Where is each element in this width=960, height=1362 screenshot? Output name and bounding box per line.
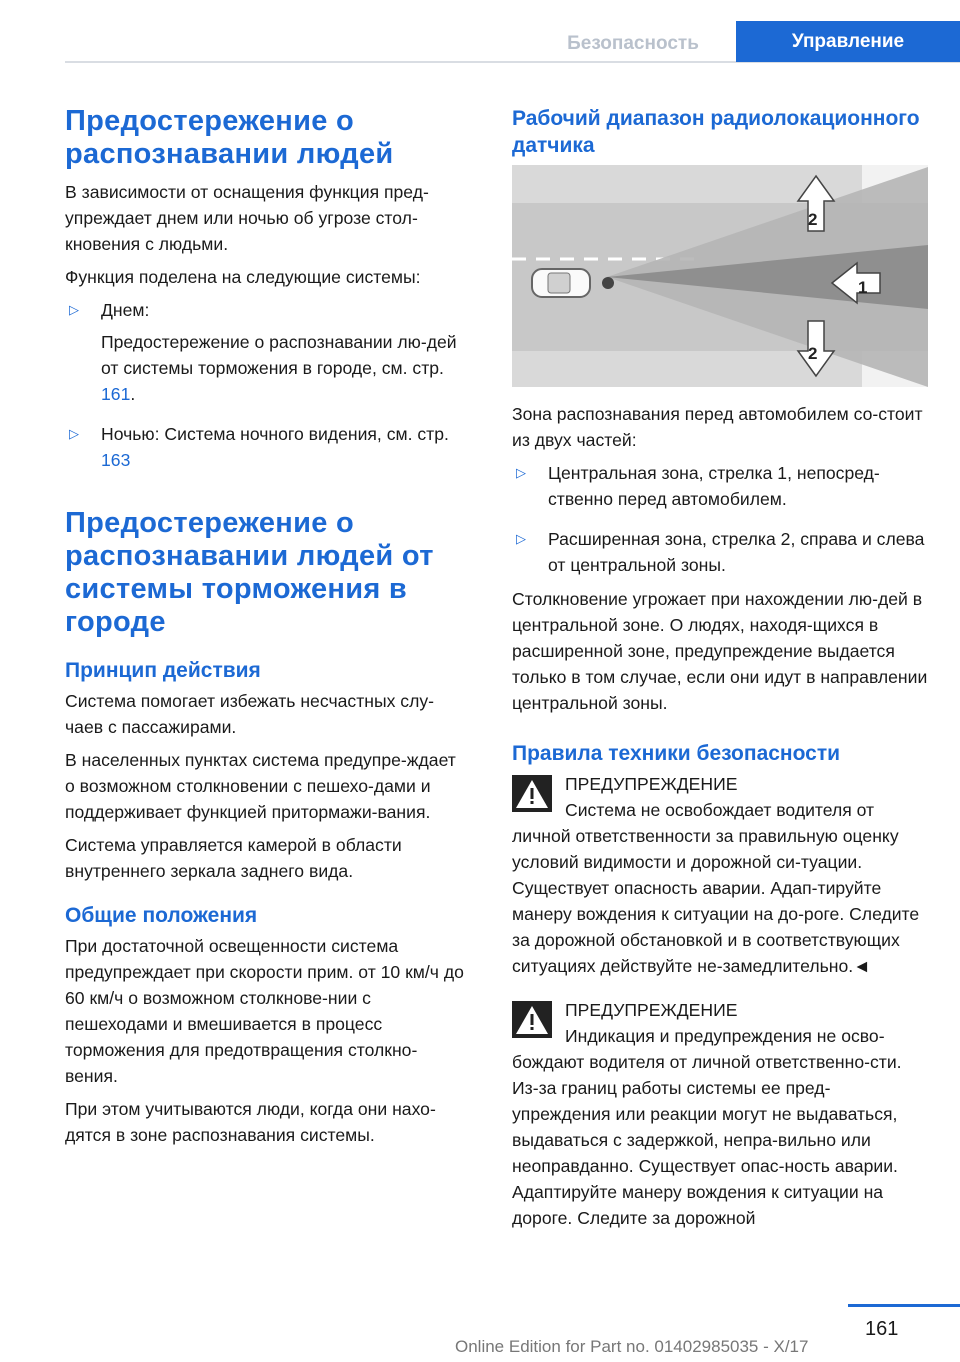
paragraph: Столкновение угрожает при нахождении лю-дей в центральной зоне. О людях, находя-щихся в расширенной зоне, предупреждение выдается только в том случае, если они идут в направлении центральной зоны. (512, 589, 928, 713)
warning-title: ПРЕДУПРЕЖДЕНИЕ (565, 1000, 738, 1020)
paragraph: Функция поделена на следующие системы: (65, 267, 421, 287)
paragraph: В зависимости от оснащения функция пред-упреждает днем или ночью об угрозе стол-кновения с людьми. (65, 182, 429, 254)
right-column (512, 105, 928, 1243)
header-tab-controls[interactable]: Управление (736, 21, 960, 62)
paragraph: При достаточной освещенности система предупреждает при скорости прим. от 10 км/ч до 60 км/ч о возможном столкнове-нии с пешеходами и вмешивается в процесс торможения для предотвращения столкно-вения. (65, 936, 464, 1086)
warning-text: личной ответственности за правильную оценку условий видимости и дорожной си-туации. Существует опасность аварии. Адап-тируйте манеру вождения к ситуации на до-роге. Следите за дорожной обстановкой и в соответствующих ситуациях действуйте не-замедлительно.◄ (512, 826, 920, 976)
heading-principle: Принцип действия (65, 659, 261, 682)
heading-pedestrian-warning: Предостережение о распознавании людей (65, 105, 394, 170)
warning-block (512, 997, 928, 1231)
paragraph: Система помогает избежать несчастных слу-чаев с пассажирами. (65, 691, 435, 737)
heading-safety: Правила техники безопасности (512, 742, 841, 765)
list-item (512, 526, 928, 578)
sensor-range-diagram (512, 165, 928, 387)
edition-footer: Online Edition for Part no. 01402985035 - X/17 (455, 1337, 809, 1356)
warning-triangle-icon (512, 775, 552, 812)
list-item (512, 460, 928, 512)
paragraph: При этом учитываются люди, когда они нахо-дятся в зоне распознавания системы. (65, 1099, 436, 1145)
heading-city-braking: Предостережение о распознавании людей от системы торможения в городе (65, 507, 434, 638)
header-tab-safety[interactable]: Безопасность (567, 33, 699, 54)
list-item-body: Центральная зона, стрелка 1, непосред-ственно перед автомобилем. (548, 463, 880, 509)
paragraph: Зона распознавания перед автомобилем со-стоит из двух частей: (512, 404, 923, 450)
triangle-bullet-icon: ▷ (69, 302, 79, 317)
systems-list (65, 297, 470, 473)
list-item-body: Расширенная зона, стрелка 2, справа и слева от центральной зоны. (548, 529, 925, 575)
punctuation: . (130, 384, 136, 404)
triangle-bullet-icon: ▷ (516, 465, 526, 480)
paragraph: Система управляется камерой в области внутреннего зеркала заднего вида. (65, 835, 402, 881)
zones-list (512, 460, 928, 578)
warning-first-line: Индикация и предупреждения не осво- (565, 1026, 885, 1046)
triangle-bullet-icon: ▷ (69, 426, 79, 441)
warning-text: бождают водителя от личной ответственно-сти. Из-за границ работы системы ее пред-упреждения или реакции могут не выдаваться, выдаваться с задержкой, непра-вильно или неоправданно. Существует опас-ность аварии. Адаптируйте манеру вождения к ситуации на дороге. Следите за дорожной (512, 1052, 902, 1228)
list-item-title: Днем: (101, 300, 150, 320)
warning-title: ПРЕДУПРЕЖДЕНИЕ (565, 774, 738, 794)
list-item (65, 421, 470, 473)
paragraph: В населенных пунктах система предупре-ждает о возможном столкновении с пешехо-дами и поддерживает функцией притормажи-вания. (65, 750, 456, 822)
warning-triangle-icon (512, 1001, 552, 1038)
arrow-label-1: 1 (858, 278, 868, 297)
list-item-body: Ночью: Система ночного видения, см. стр. (101, 424, 449, 444)
warning-block (512, 771, 928, 979)
heading-sensor-range: Рабочий диапазон радиолокационного датчика (512, 107, 920, 157)
warning-first-line: Система не освобождает водителя от (565, 800, 875, 820)
arrow-label-2-bottom: 2 (808, 344, 818, 363)
page-number: 161 (865, 1318, 899, 1340)
page-link-161[interactable]: 161 (101, 384, 131, 404)
page-link-163[interactable]: 163 (101, 450, 131, 470)
page-number-bar (848, 1304, 960, 1307)
list-item-text (101, 329, 470, 407)
arrow-label-2-top: 2 (808, 210, 818, 229)
triangle-bullet-icon: ▷ (516, 531, 526, 546)
sensor-range-figure (512, 165, 928, 387)
left-column (65, 105, 470, 1155)
heading-general: Общие положения (65, 904, 258, 927)
list-item-body: Предостережение о распознавании лю-дей от системы торможения в городе, см. стр. (101, 332, 457, 378)
list-item (65, 297, 470, 407)
